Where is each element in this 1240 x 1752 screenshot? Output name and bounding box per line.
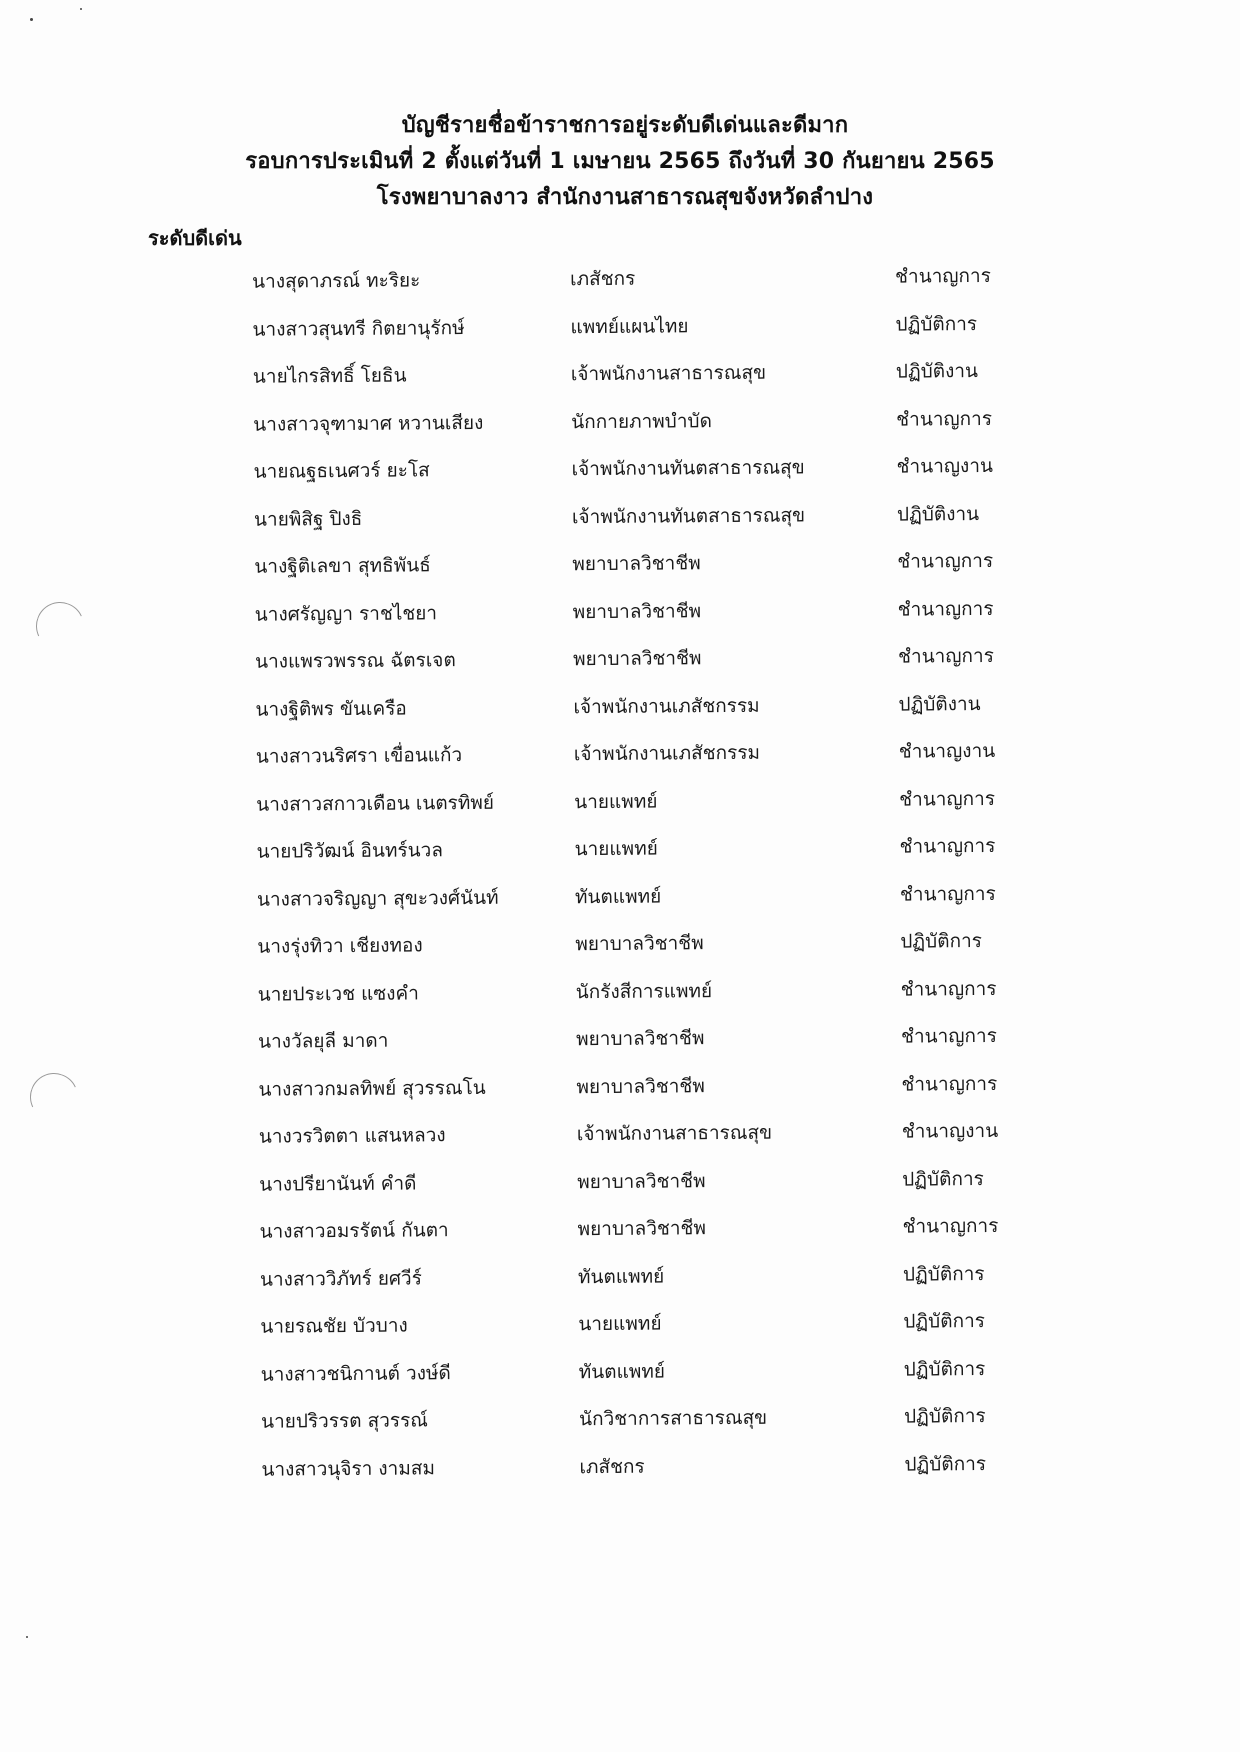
staff-level: ปฏิบัติการ: [903, 1310, 986, 1333]
staff-level: ชำนาญการ: [897, 644, 994, 668]
staff-position: นักกายภาพบำบัด: [571, 409, 712, 433]
staff-level: ชำนาญการ: [899, 834, 996, 858]
evaluation-period: รอบการประเมินที่ 2 ตั้งแต่วันที่ 1 เมษายน 2565 ถึงวันที่ 30 กันยายน 2565: [245, 149, 995, 174]
staff-position: พยาบาลวิชาชีพ: [576, 1074, 705, 1098]
staff-name: นายพิสิฐ ปิงธิ: [253, 507, 363, 531]
staff-name: นางฐิติเลขา สุทธิพันธ์: [254, 554, 431, 578]
staff-position: นายแพทย์: [574, 837, 658, 861]
staff-name: นางสาววิภัทร์ ยศวีร์: [259, 1266, 422, 1291]
staff-name: นางสาวนริศรา เขื่อนแก้ว: [255, 744, 463, 768]
staff-level: ปฏิบัติการ: [903, 1405, 986, 1428]
staff-position: พยาบาลวิชาชีพ: [573, 647, 702, 671]
staff-name: นางศรัญญา ราชไชยา: [254, 601, 438, 626]
scan-speck: [80, 8, 82, 10]
staff-name: นางสาวชนิกานต์ วงษ์ดี: [260, 1361, 451, 1386]
staff-position: เภสัชกร: [570, 267, 636, 291]
staff-name: นางรุ่งทิวา เชียงทอง: [257, 934, 423, 958]
staff-level: ปฏิบัติการ: [900, 930, 983, 953]
staff-list: [0, 260, 1240, 1505]
staff-position: เจ้าพนักงานทันตสาธารณสุข: [571, 503, 806, 528]
staff-position: เจ้าพนักงานเภสัชกรรม: [573, 741, 761, 766]
staff-level: ชำนาญการ: [900, 977, 997, 1001]
staff-position: พยาบาลวิชาชีพ: [577, 1217, 707, 1241]
staff-position: เจ้าพนักงานทันตสาธารณสุข: [571, 456, 805, 481]
staff-level: ปฏิบัติการ: [902, 1167, 984, 1191]
staff-position: เภสัชกร: [579, 1455, 645, 1478]
staff-level: ปฏิบัติการ: [904, 1452, 987, 1476]
staff-level: ชำนาญการ: [902, 1214, 999, 1238]
staff-name: นางสาวนุจิรา งามสม: [261, 1456, 436, 1481]
staff-name: นางวรวิตตา แสนหลวง: [258, 1124, 446, 1148]
staff-name: นางสาวกมลทิพย์ สุวรรณโน: [258, 1076, 486, 1101]
staff-level: ปฏิบัติการ: [895, 312, 978, 336]
staff-level: ชำนาญการ: [897, 597, 994, 621]
organization-name: โรงพยาบาลงาว สำนักงานสาธารณสุขจังหวัดลำปาง: [376, 185, 874, 210]
scan-speck: [26, 1636, 28, 1638]
staff-name: นางสาวสุนทรี กิตยานุรักษ์: [252, 316, 465, 341]
staff-level: ชำนาญการ: [900, 1024, 997, 1048]
staff-level: ชำนาญการ: [899, 882, 996, 906]
staff-position: นักรังสีการแพทย์: [575, 979, 713, 1003]
staff-position: เจ้าพนักงานเภสัชกรรม: [573, 694, 760, 718]
staff-name: นายณฐธเนศวร์ ยะโส: [253, 459, 430, 483]
staff-position: พยาบาลวิชาชีพ: [577, 1169, 706, 1193]
document-header: [0, 108, 1240, 216]
staff-level: ชำนาญการ: [897, 549, 994, 573]
document-title: บัญชีรายชื่อข้าราชการอยู่ระดับดีเด่นและดีมาก: [401, 113, 849, 138]
staff-level: ปฏิบัติงาน: [895, 360, 979, 383]
staff-level: ชำนาญงาน: [896, 454, 994, 478]
staff-position: ทันตแพทย์: [574, 885, 662, 908]
staff-name: นายไกรสิทธิ์ โยธิน: [252, 364, 407, 388]
staff-name: นายประเวช แซงคำ: [257, 981, 419, 1006]
staff-name: นางวัลยุลี มาดา: [258, 1029, 389, 1053]
staff-level: ปฏิบัติการ: [903, 1357, 986, 1381]
staff-name: นางสาวสกาวเดือน เนตรทิพย์: [256, 791, 495, 816]
staff-position: นักวิชาการสาธารณสุข: [578, 1406, 768, 1431]
staff-level: ชำนาญการ: [896, 407, 993, 431]
scan-speck: [30, 18, 33, 21]
staff-level: ปฏิบัติการ: [902, 1262, 985, 1286]
staff-position: นายแพทย์: [578, 1312, 662, 1336]
staff-position: เจ้าพนักงานสาธารณสุข: [570, 361, 767, 386]
staff-name: นางสาวจุฑามาศ หวานเสียง: [253, 411, 484, 436]
staff-name: นางสาวจริญญา สุขะวงศ์นันท์: [256, 886, 499, 911]
staff-name: นางสาวอมรรัตน์ กันตา: [259, 1219, 449, 1243]
staff-position: ทันตแพทย์: [578, 1360, 666, 1383]
staff-position: นายแพทย์: [574, 790, 658, 813]
staff-level: ชำนาญการ: [895, 264, 991, 288]
staff-position: พยาบาลวิชาชีพ: [575, 1027, 705, 1051]
staff-position: เจ้าพนักงานสาธารณสุข: [576, 1121, 773, 1146]
list-item: [9, 1447, 1240, 1504]
staff-level: ชำนาญการ: [899, 787, 996, 811]
staff-level: ชำนาญงาน: [901, 1119, 999, 1143]
staff-level: ปฏิบัติงาน: [898, 692, 981, 716]
staff-name: นางแพรวพรรณ ฉัตรเจต: [255, 649, 456, 673]
staff-name: นายรณชัย บัวบาง: [260, 1314, 408, 1338]
staff-name: นางฐิติพร ขันเครือ: [255, 697, 407, 721]
staff-name: นางปรียานันท์ คำดี: [259, 1171, 417, 1196]
staff-level: ชำนาญการ: [901, 1072, 998, 1096]
staff-position: พยาบาลวิชาชีพ: [572, 599, 702, 623]
staff-name: นางสุดาภรณ์ ทะริยะ: [252, 269, 421, 293]
staff-name: นายปริวรรต สุวรรณ์: [260, 1409, 428, 1433]
staff-level: ปฏิบัติงาน: [896, 502, 980, 526]
staff-position: พยาบาลวิชาชีพ: [572, 552, 701, 576]
staff-position: แพทย์แผนไทย: [570, 314, 689, 338]
staff-level: ชำนาญงาน: [898, 739, 996, 763]
staff-name: นายปริวัฒน์ อินทร์นวล: [256, 839, 444, 863]
section-title: ระดับดีเด่น: [148, 226, 242, 250]
staff-position: พยาบาลวิชาชีพ: [575, 932, 704, 956]
staff-position: ทันตแพทย์: [577, 1265, 665, 1288]
